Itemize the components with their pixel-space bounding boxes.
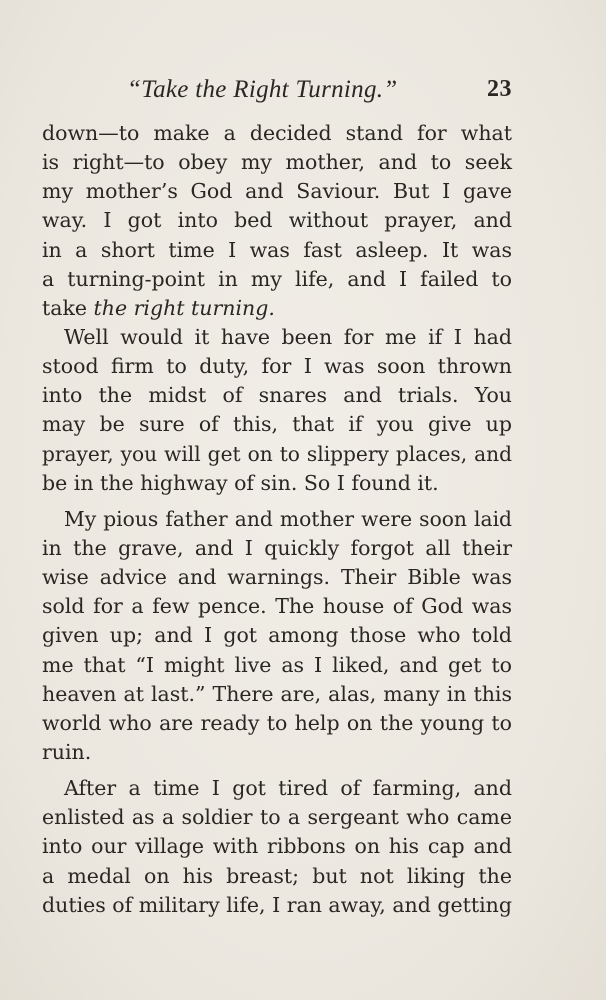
text-line: prayer, you will get on to slippery places, and [42, 441, 512, 466]
text-line: wise advice and warnings. Their Bible was [42, 565, 512, 590]
text-line: Well would it have been for me if I had [64, 324, 512, 349]
page-number: 23 [487, 76, 512, 102]
text-line: enlisted as a soldier to a sergeant who came [42, 805, 512, 830]
text-line: a turning-point in my life, and I failed to [42, 266, 512, 291]
text-line: into the midst of snares and trials. You [42, 383, 512, 408]
text-line: sold for a few pence. The house of God was [42, 594, 512, 619]
text-line: After a time I got tired of farming, and [64, 776, 512, 801]
text-line: in the grave, and I quickly forgot all their [42, 535, 512, 560]
text-line: is right—to obey my mother, and to seek [42, 150, 512, 175]
running-title: “Take the Right Turning.” [127, 76, 398, 103]
text-line: heaven at last.” There are, alas, many in this [42, 681, 512, 706]
text-fragment: take [42, 295, 94, 320]
text-line: way. I got into bed without prayer, and [42, 208, 512, 233]
body-text [42, 119, 512, 920]
text-line: may be sure of this, that if you give up [42, 412, 512, 437]
text-line: in a short time I was fast asleep. It was [42, 237, 512, 262]
italic-phrase: the right turning. [93, 295, 275, 320]
text-line: down—to make a decided stand for what [42, 121, 512, 145]
text-line: given up; and I got among those who told [42, 623, 512, 648]
running-head [42, 76, 512, 110]
text-line: stood firm to duty, for I was soon thrown [42, 354, 512, 379]
text-line: my mother’s God and Saviour. But I gave [42, 179, 512, 204]
text-line: me that “I might live as I liked, and get to [42, 652, 512, 677]
text-line [42, 294, 512, 323]
text-line: duties of military life, I ran away, and getting [42, 892, 512, 917]
text-line: world who are ready to help on the young to [42, 710, 512, 735]
text-line: My pious father and mother were soon laid [64, 506, 512, 531]
text-line: ruin. [42, 739, 92, 764]
text-line: be in the highway of sin. So I found it. [42, 470, 439, 495]
text-line: into our village with ribbons on his cap and [42, 834, 512, 859]
text-line: a medal on his breast; but not liking the [42, 863, 512, 888]
